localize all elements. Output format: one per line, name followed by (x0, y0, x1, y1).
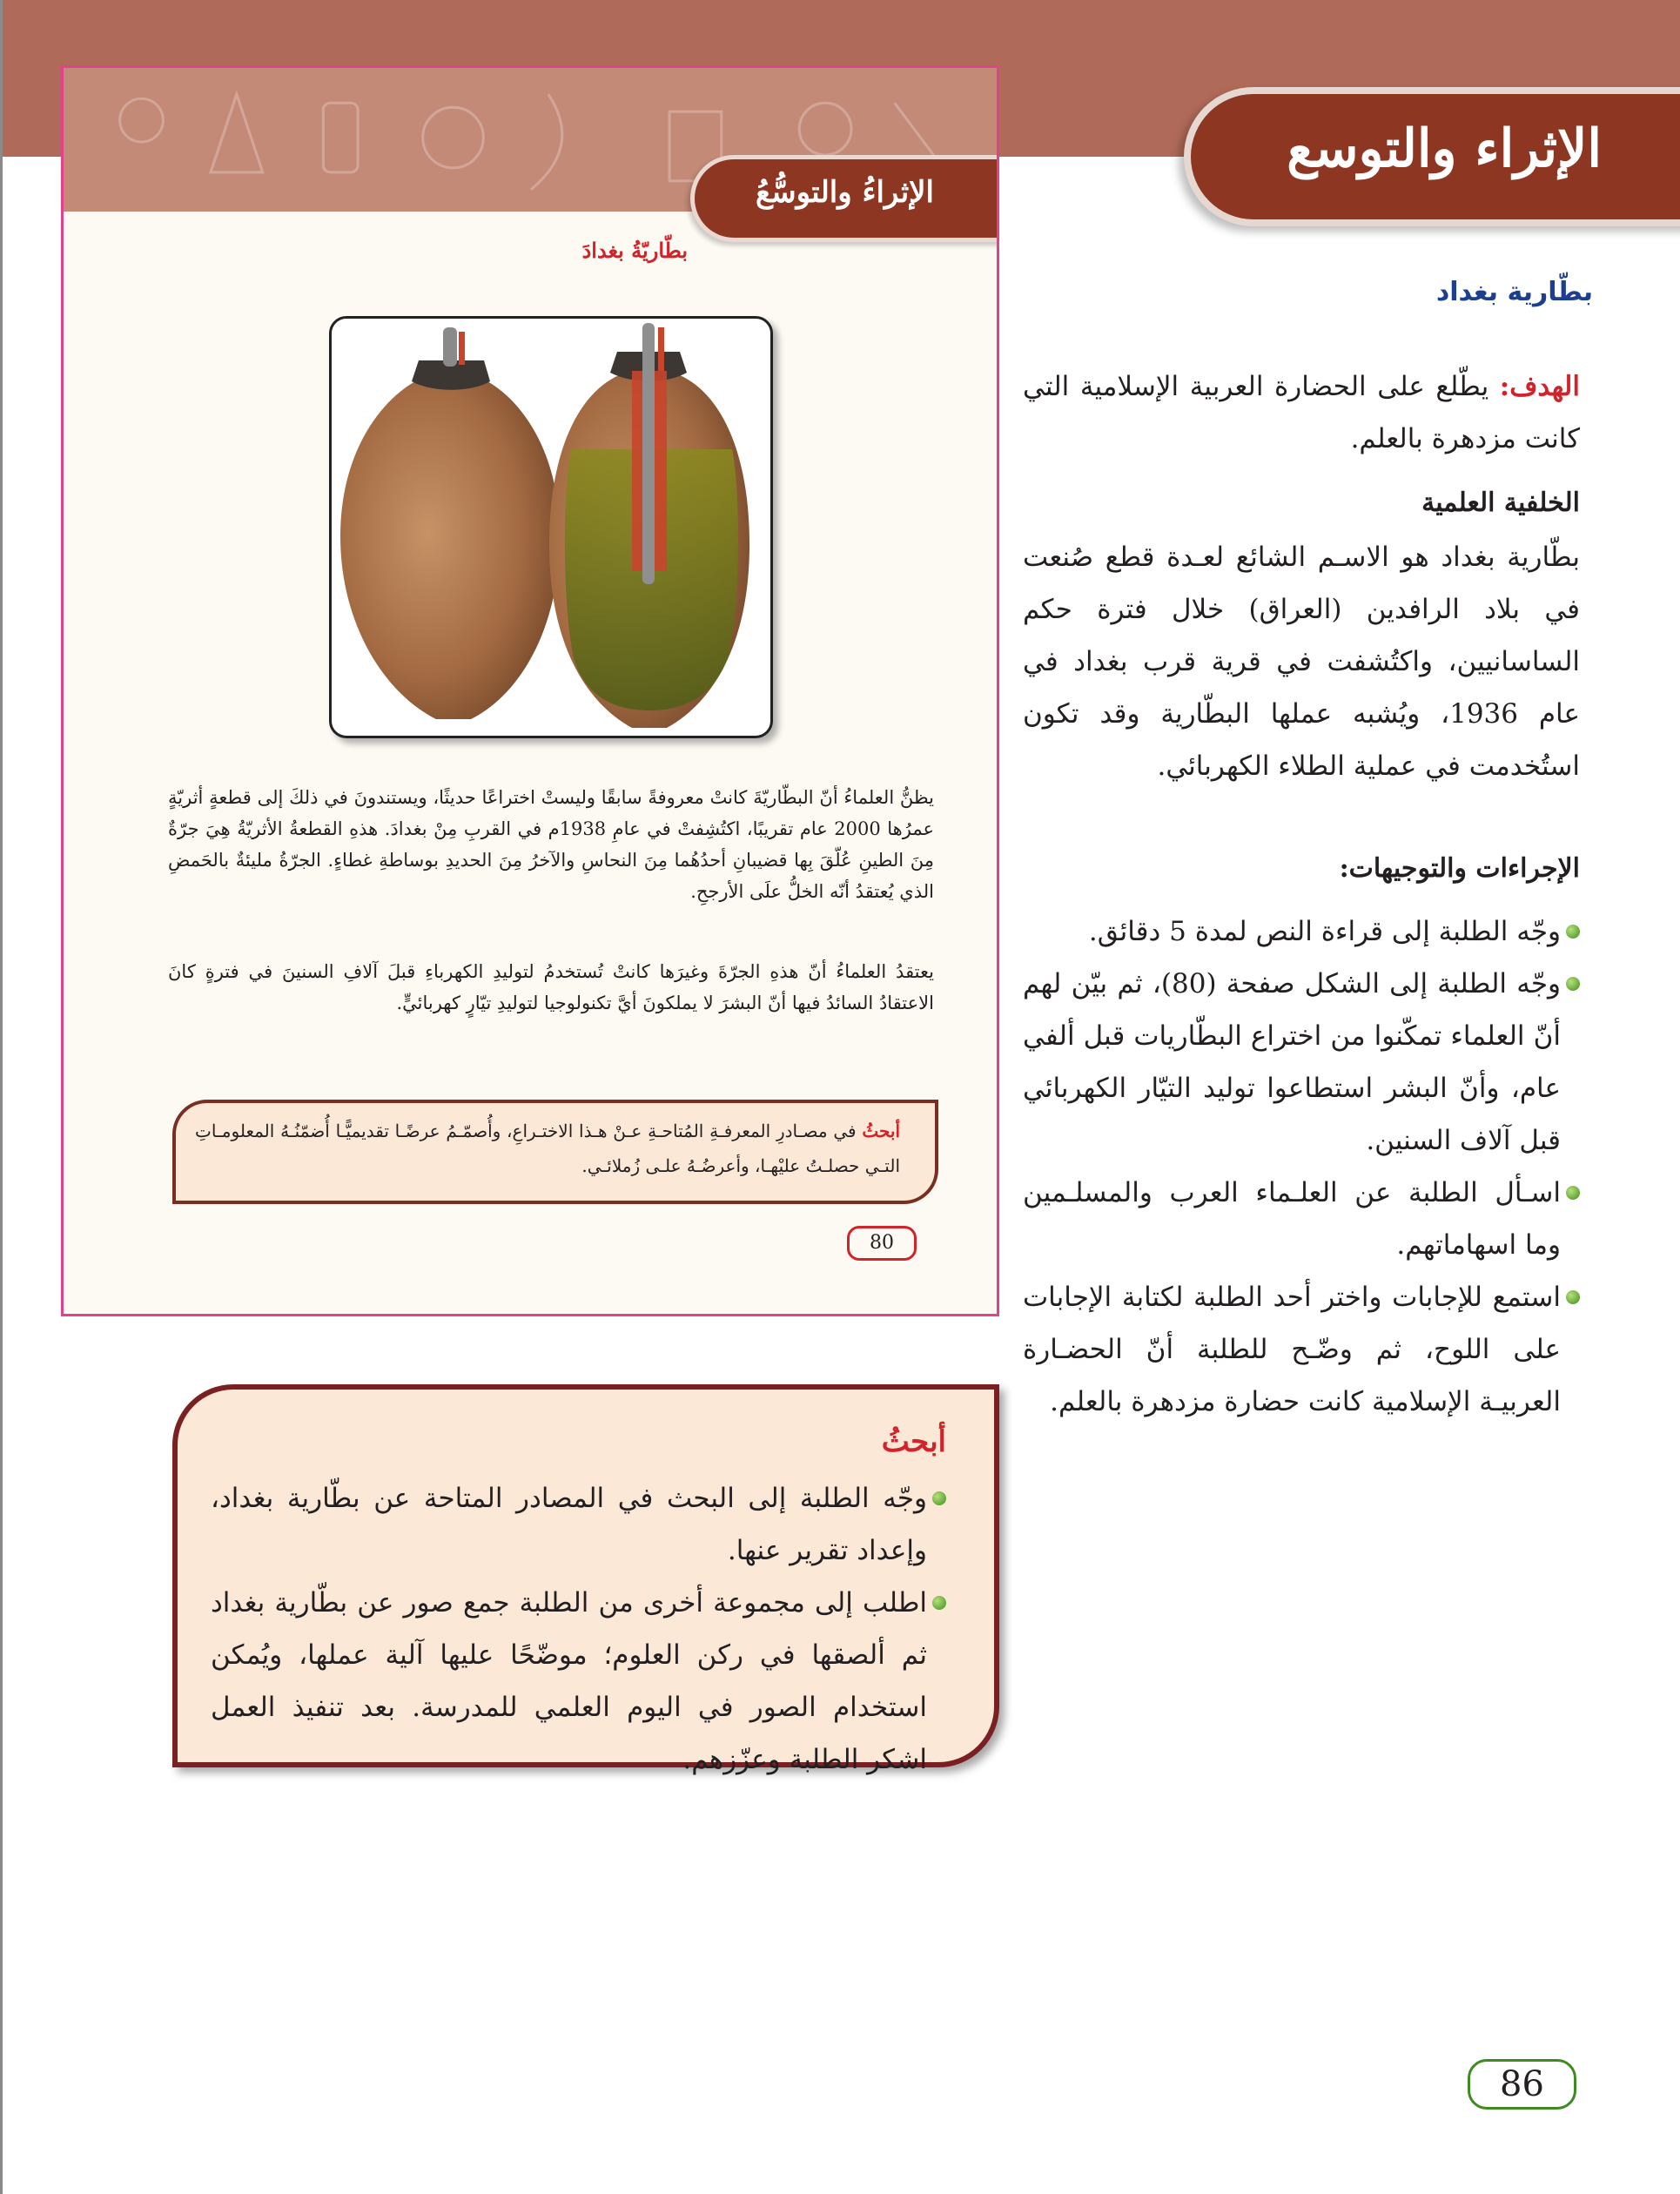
bullet-dot-icon (1566, 977, 1580, 991)
inner-page-number: 80 (847, 1226, 917, 1261)
procedures-heading: الإجراءات والتوجيهات: (1339, 853, 1580, 884)
research-box (172, 1384, 999, 1775)
section-title: الإثراء والتوسع (1287, 118, 1602, 179)
page-number: 86 (1468, 2059, 1576, 2110)
bullet-dot-icon (1566, 1290, 1580, 1304)
inner-battery-title: بطّاريّةُ بغدادَ (581, 238, 688, 263)
inner-section-title: الإثراءُ والتوسُّعُ (756, 175, 934, 210)
battery-heading: بطّارية بغداد (1435, 277, 1593, 307)
background-heading: الخلفية العلمية (1421, 488, 1580, 518)
inner-section-tab (690, 155, 999, 242)
procedure-text: وجّه الطلبة إلى قراءة النص لمدة 5 دقائق. (1088, 916, 1561, 947)
research-text: اطلب إلى مجموعة أخرى من الطلبة جمع صور عن بطّارية بغداد ثم ألصقها في ركن العلوم؛ موضّحًا عليها آلية عملها، ويُمكن استخدام الصور في اليوم العلمي للمدرسة. بعد تنفيذ العمل اشكر الطلبة وعزّزهم. (211, 1587, 927, 1775)
inner-research-label: أبحثُ (862, 1121, 900, 1141)
baghdad-battery-image (329, 316, 773, 738)
procedure-text: اسـأل الطلبة عن العلـماء العرب والمسلـمين وما اسهاماتهم. (1023, 1177, 1561, 1261)
section-header-tab (1184, 87, 1680, 226)
left-page-edge (0, 0, 3, 2194)
bullet-dot-icon (932, 1491, 946, 1505)
background-text: بطّارية بغداد هو الاسـم الشائع لعـدة قطع صُنعت في بلاد الرافدين (العراق) خلال فترة حكم الساسانيين، واكتُشفت في قرية قرب بغداد في عام 1936، ويُشبه عملها البطّارية وقد تكون استُخدمت في عملية الطلاء الكهربائي. (1023, 542, 1581, 782)
procedures-list (1023, 905, 1580, 1428)
bullet-dot-icon (1566, 925, 1580, 939)
inner-paragraph-2: يعتقدُ العلماءُ أنّ هذهِ الجرّةَ وغيرَها كانتْ تُستخدمُ لتوليدِ الكهرباءِ قبلَ آلافِ السنينَ في فترةٍ كانَ الاعتقادُ السائدُ فيها أنّ البشرَ لا يملكونَ أيَّ تكنولوجيا لتوليدِ تيّارٍ كهربائيٍّ. (168, 961, 934, 1013)
inner-research-text (195, 1114, 900, 1183)
procedure-item (1023, 958, 1580, 1167)
procedure-item (1023, 1167, 1580, 1271)
research-text: وجّه الطلبة إلى البحث في المصادر المتاحة عن بطّارية بغداد، وإعداد تقرير عنها. (211, 1483, 927, 1566)
procedure-text: وجّه الطلبة إلى الشكل صفحة (80)، ثم بيّن لهم أنّ العلماء تمكّنوا من اختراع البطّاريات قبل ألفي عام، وأنّ البشر استطاعوا توليد التيّار الكهربائي قبل آلاف السنين. (1023, 968, 1562, 1156)
goal-text: يطّلع على الحضارة العربية الإسلامية التي كانت مزدهرة بالعلم. (1023, 371, 1580, 454)
bullet-dot-icon (1566, 1186, 1580, 1200)
procedure-text: استمع للإجابات واختر أحد الطلبة لكتابة الإجابات على اللوح، ثم وضّـح للطلبة أنّ الحضـارة العربيـة الإسلامية كانت حضارة مزدهرة بالعلم. (1023, 1282, 1561, 1417)
goal-label: الهدف: (1499, 371, 1580, 402)
clay-jars-illustration (332, 319, 770, 736)
research-title: أبحثُ (881, 1424, 946, 1459)
research-item (211, 1577, 946, 1786)
goal-paragraph (1023, 360, 1580, 465)
inner-research-body: في مصـادرِ المعرفـةِ المُتاحـةِ عـنْ هـذا الاختـراعِ، وأُصمّـمُ عرضًـا تقديميًّـا أُضمّنُـهُ المعلومـاتِ التـي حصلـتُ عليْهـا، وأعرضُـهُ علـى زُملائـي. (195, 1121, 900, 1176)
inner-research-box (172, 1100, 938, 1204)
bullet-dot-icon (932, 1596, 946, 1610)
inner-paragraph-1: يظنُّ العلماءُ أنّ البطّاريّةَ كانتْ معروفةً سابقًا وليستْ اختراعًا حديثًا، ويستندونَ في ذلكَ إلى قطعةٍ أثريّةٍ عمرُها 2000 عام تقريبًا، اكتُشِفتْ في عامِ 1938م في القربِ مِنْ بغدادَ. هذهِ القطعةُ الأثريّةُ هِيَ جرّةٌ مِنَ الطينِ عُلّقَ بِها قضيبانِ أحدُهُما مِنَ النحاسِ والآخرُ مِنَ الحديدِ بوساطةِ غطاءٍ. الجرّةُ مليئةٌ بالحَمضِ الذي يُعتقدُ أنّه الخلُّ علَى الأرجحِ. (168, 787, 935, 902)
research-list (211, 1472, 946, 1786)
research-item (211, 1472, 946, 1577)
student-book-page (61, 65, 999, 1316)
procedure-item (1023, 905, 1580, 958)
procedure-item (1023, 1271, 1580, 1428)
